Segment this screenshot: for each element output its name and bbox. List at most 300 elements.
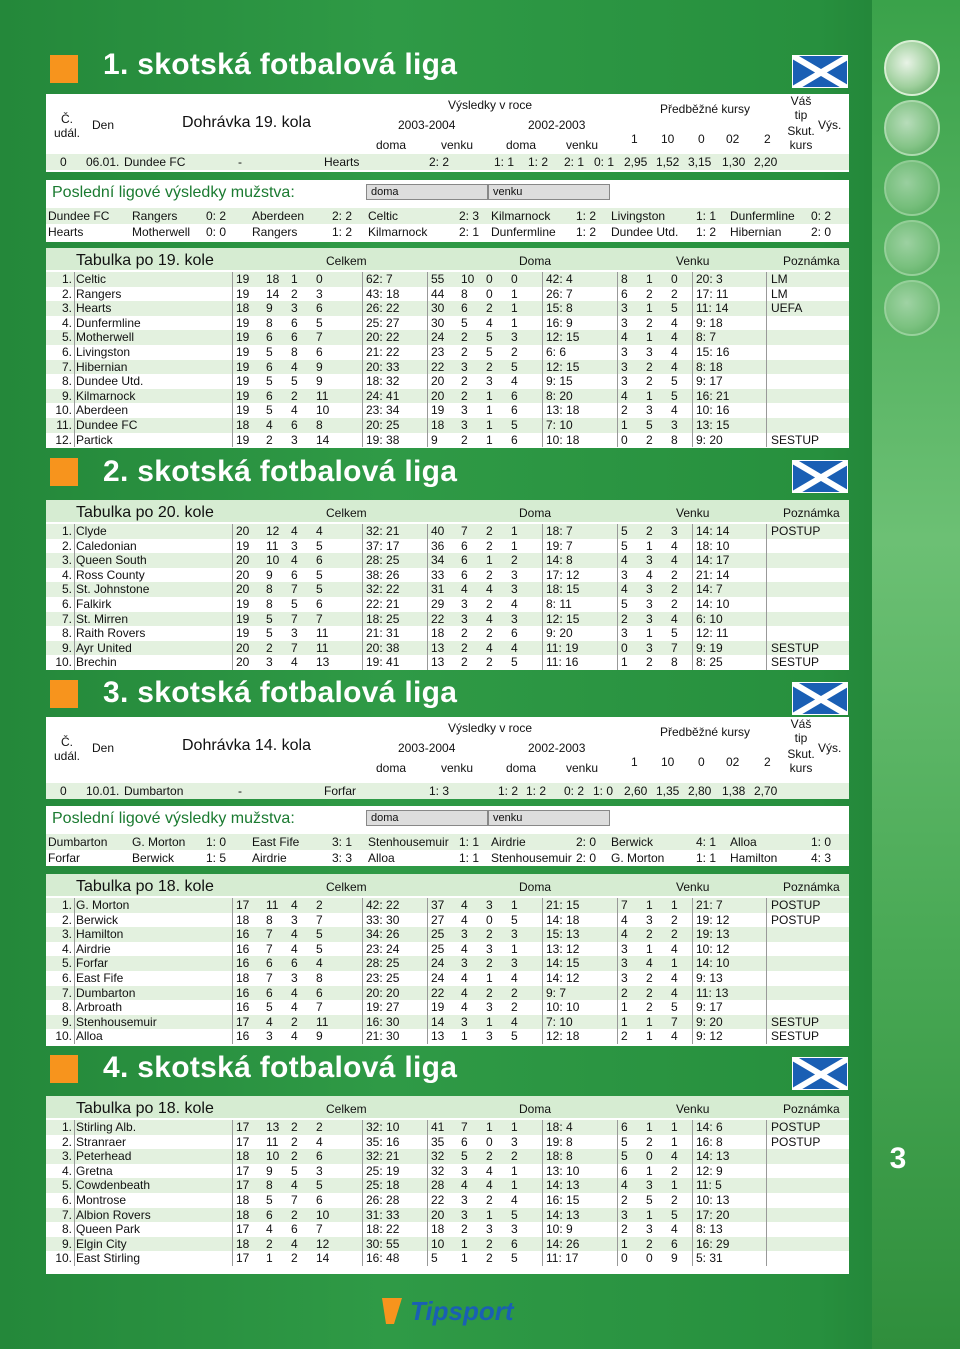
recent-cell: East Fife xyxy=(252,835,300,849)
table-cell: 6 xyxy=(316,597,323,611)
column-divider xyxy=(232,272,233,447)
table-cell: 10: 13 xyxy=(696,1193,730,1207)
table-cell: 1 xyxy=(461,1251,468,1266)
recent-cell: Celtic xyxy=(368,209,399,223)
recent-cell: 0: 0 xyxy=(206,225,227,239)
recent-cell: 4: 1 xyxy=(696,835,717,849)
table-cell: 7 xyxy=(461,1120,468,1134)
table-cell: 5 xyxy=(671,1000,678,1015)
table-cell: 2 xyxy=(461,432,468,447)
team-name: Raith Rovers xyxy=(76,626,146,641)
table-cell: 16: 8 xyxy=(696,1134,723,1149)
table-cell: 5 xyxy=(511,1029,518,1044)
table-cell: 3 xyxy=(486,1000,493,1015)
league-table xyxy=(46,248,849,448)
table-cell: 0 xyxy=(486,286,493,301)
table-cell: 2 xyxy=(291,1014,298,1029)
column-divider xyxy=(232,898,233,1044)
table-cell: 12: 11 xyxy=(696,626,729,641)
table-cell: 4 xyxy=(671,941,678,956)
column-divider xyxy=(232,524,233,670)
table-row xyxy=(46,1237,849,1252)
table-cell: 4 xyxy=(671,1149,678,1164)
table-cell: 7. xyxy=(61,611,72,626)
table-cell: 7 xyxy=(266,927,273,942)
table-cell: 12. xyxy=(55,432,72,447)
table-cell: 16 xyxy=(236,1000,250,1015)
table-cell: 4 xyxy=(511,1193,518,1207)
table-cell: 17 xyxy=(236,1251,250,1266)
table-cell: 7 xyxy=(316,1000,323,1015)
team-name: Brechin xyxy=(76,655,117,670)
table-cell: 4 xyxy=(291,359,298,374)
header-celkem: Celkem xyxy=(326,254,367,268)
table-cell: 4 xyxy=(291,1236,298,1251)
table-cell: 18 xyxy=(236,1193,250,1207)
table-cell: 1 xyxy=(486,971,493,985)
table-cell: 23: 25 xyxy=(366,971,400,985)
team-name: G. Morton xyxy=(76,898,130,912)
table-cell: 35 xyxy=(431,1134,445,1149)
table-cell: 3. xyxy=(61,1149,72,1164)
scotland-flag-icon xyxy=(792,1057,848,1090)
table-cell: 5 xyxy=(316,538,323,553)
team-name: Ross County xyxy=(76,567,145,582)
table-cell: 4 xyxy=(316,1134,323,1149)
team-name: Albion Rovers xyxy=(76,1207,151,1222)
table-cell: 6. xyxy=(61,597,72,611)
table-cell: 1 xyxy=(461,1236,468,1251)
table-cell: 3 xyxy=(646,640,653,655)
team-name: Stranraer xyxy=(76,1134,127,1149)
recent-cell: 1: 2 xyxy=(576,225,597,239)
table-cell: 5 xyxy=(316,315,323,330)
table-cell: 42: 22 xyxy=(366,898,400,912)
table-cell: 3 xyxy=(511,927,518,942)
table-cell: 10: 12 xyxy=(696,941,730,956)
table-cell: 6 xyxy=(671,1236,678,1251)
table-cell: 20 xyxy=(236,567,250,582)
table-cell: 4 xyxy=(511,640,518,655)
table-cell: 2 xyxy=(461,374,468,389)
column-divider xyxy=(74,1120,75,1266)
column-divider xyxy=(766,1120,767,1266)
table-cell: 19 xyxy=(236,388,250,403)
table-cell: 12: 15 xyxy=(546,330,580,345)
table-cell: 9. xyxy=(61,1236,72,1251)
table-cell: 16: 15 xyxy=(546,1193,580,1207)
table-cell: 5 xyxy=(291,597,298,611)
orange-marker xyxy=(50,1055,78,1083)
team-name: St. Johnstone xyxy=(76,582,150,597)
table-cell: 4. xyxy=(61,315,72,330)
table-cell: 1 xyxy=(671,898,678,912)
table-cell: 6 xyxy=(621,1120,628,1134)
table-cell: 11: 19 xyxy=(546,640,579,655)
table-cell: 7 xyxy=(316,611,323,626)
recent-cell: Berwick xyxy=(132,851,175,865)
football-icon xyxy=(884,280,940,336)
match-date: 06.01. xyxy=(86,155,120,169)
table-row xyxy=(46,612,849,627)
table-cell: 10: 18 xyxy=(546,432,580,447)
kurs-label: 0 xyxy=(698,132,705,146)
table-cell: 16: 21 xyxy=(696,388,730,403)
table-cell: 6 xyxy=(316,1193,323,1207)
table-cell: 4 xyxy=(291,927,298,942)
table-cell: 10 xyxy=(461,272,475,286)
table-cell: 1 xyxy=(646,330,653,345)
table-cell: 4 xyxy=(646,956,653,971)
table-cell: 1 xyxy=(671,1178,678,1193)
table-cell: 19 xyxy=(236,432,250,447)
table-cell: 8: 25 xyxy=(696,655,723,670)
recent-cell: 1: 2 xyxy=(696,225,717,239)
table-cell: 18: 7 xyxy=(546,524,573,538)
table-cell: 1 xyxy=(646,1029,653,1044)
table-cell: 3 xyxy=(291,301,298,316)
table-cell: 2 xyxy=(461,1222,468,1237)
table-cell: 24 xyxy=(431,330,445,345)
table-cell: POSTUP xyxy=(771,1134,821,1149)
table-row xyxy=(46,360,849,375)
result-value: 2: 2 xyxy=(429,155,450,169)
table-cell: 3 xyxy=(646,582,653,597)
venku-label: venku xyxy=(566,761,599,775)
table-cell: 3 xyxy=(266,1029,273,1044)
table-cell: 7: 10 xyxy=(546,418,573,432)
table-cell: 17 xyxy=(236,1178,250,1193)
table-cell: 5 xyxy=(266,611,273,626)
recent-cell: Motherwell xyxy=(132,225,191,239)
table-cell: 4 xyxy=(671,538,678,553)
table-cell: 4 xyxy=(461,912,468,927)
team-name: Dundee FC xyxy=(76,418,138,432)
recent-cell: Aberdeen xyxy=(252,209,305,223)
table-row xyxy=(46,1029,849,1044)
table-cell: 3 xyxy=(461,1014,468,1029)
table-cell: 23 xyxy=(431,345,445,359)
table-cell: 20 xyxy=(236,553,250,568)
table-cell: 7 xyxy=(621,898,628,912)
table-cell: 1 xyxy=(511,538,518,553)
odds-value: 2,70 xyxy=(754,784,778,798)
table-cell: 11: 5 xyxy=(696,1178,722,1193)
table-cell: 8: 11 xyxy=(546,597,572,611)
table-cell: 4 xyxy=(486,640,493,655)
table-cell: 3 xyxy=(291,912,298,927)
column-divider xyxy=(542,524,543,670)
table-cell: 20: 20 xyxy=(366,985,400,1000)
table-row xyxy=(46,1120,849,1135)
scotland-flag-icon xyxy=(792,682,848,715)
table-cell: 2 xyxy=(486,927,493,942)
table-cell: 6. xyxy=(61,971,72,985)
table-cell: 32: 10 xyxy=(366,1120,400,1134)
table-cell: 0 xyxy=(621,432,628,447)
table-cell: 3 xyxy=(316,1163,323,1178)
orange-marker xyxy=(50,458,78,486)
table-cell: 2 xyxy=(461,655,468,670)
table-cell: 16 xyxy=(236,1029,250,1044)
dohravka-label: Dohrávka 19. kola xyxy=(182,114,311,131)
table-cell: 18 xyxy=(431,1222,445,1237)
table-cell: LM xyxy=(771,272,788,286)
table-cell: 17: 11 xyxy=(696,286,729,301)
table-cell: 4 xyxy=(291,655,298,670)
table-cell: 14: 17 xyxy=(696,553,730,568)
recent-cell: 0: 2 xyxy=(811,209,832,223)
recent-cell: Dundee Utd. xyxy=(611,225,679,239)
table-cell: 4 xyxy=(486,315,493,330)
table-cell: 7 xyxy=(671,1014,678,1029)
table-row xyxy=(46,345,849,360)
result-value: 1: 0 xyxy=(593,784,614,798)
table-cell: 2 xyxy=(461,626,468,641)
table-cell: 6 xyxy=(511,388,518,403)
table-cell: POSTUP xyxy=(771,912,821,927)
home-team: Dumbarton xyxy=(124,784,184,798)
table-cell: 5 xyxy=(291,374,298,389)
team-name: Alloa xyxy=(76,1029,103,1044)
table-cell: 3 xyxy=(291,538,298,553)
table-cell: 10: 9 xyxy=(546,1222,573,1237)
team-name: Rangers xyxy=(76,286,122,301)
table-cell: 3 xyxy=(486,1029,493,1044)
table-cell: 5 xyxy=(646,1193,653,1207)
table-cell: 3 xyxy=(646,553,653,568)
table-cell: 2 xyxy=(316,1120,323,1134)
doma-box: doma xyxy=(366,184,488,200)
table-cell: 14: 8 xyxy=(546,553,573,568)
table-cell: 10: 16 xyxy=(696,403,730,418)
table-cell: 6 xyxy=(291,956,298,971)
table-row xyxy=(46,1208,849,1223)
table-cell: 6 xyxy=(511,432,518,447)
team-name: Celtic xyxy=(76,272,107,286)
team-name: East Stirling xyxy=(76,1251,141,1266)
table-cell: 2 xyxy=(646,315,653,330)
table-cell: 20 xyxy=(431,374,445,389)
table-cell: 2 xyxy=(621,611,628,626)
table-cell: 2 xyxy=(671,927,678,942)
table-cell: 3 xyxy=(511,330,518,345)
table-cell: 0 xyxy=(486,912,493,927)
team-name: Queen South xyxy=(76,553,147,568)
table-cell: 19 xyxy=(236,403,250,418)
table-row xyxy=(46,1000,849,1015)
table-cell: 6 xyxy=(316,1149,323,1164)
league-table xyxy=(46,500,849,670)
column-divider xyxy=(617,272,618,447)
table-cell: 19 xyxy=(236,345,250,359)
table-cell: 5 xyxy=(266,403,273,418)
team-name: Hibernian xyxy=(76,359,128,374)
table-cell: 1 xyxy=(646,272,653,286)
column-divider xyxy=(617,1120,618,1266)
result-value: 2: 1 xyxy=(564,155,585,169)
den-label: Den xyxy=(92,741,115,755)
table-row xyxy=(46,913,849,928)
table-cell: 0 xyxy=(646,1251,653,1266)
table-cell: 14: 10 xyxy=(696,956,730,971)
table-cell: 10. xyxy=(55,655,72,670)
match-dash: - xyxy=(238,155,242,169)
recent-cell: 2: 3 xyxy=(459,209,480,223)
table-cell: 1 xyxy=(486,432,493,447)
column-divider xyxy=(362,1120,363,1266)
table-cell: 17 xyxy=(236,1134,250,1149)
team-name: Gretna xyxy=(76,1163,113,1178)
team-name: Airdrie xyxy=(76,941,111,956)
table-cell: 5. xyxy=(61,956,72,971)
table-cell: 8 xyxy=(461,286,468,301)
table-cell: 33 xyxy=(431,567,445,582)
table-cell: 1. xyxy=(61,272,72,286)
team-name: Arbroath xyxy=(76,1000,123,1015)
table-cell: 22 xyxy=(431,611,445,626)
table-cell: 4 xyxy=(461,971,468,985)
table-cell: 5 xyxy=(621,538,628,553)
skut-kurs-label: Skut. kurs xyxy=(787,124,815,152)
table-cell: 1 xyxy=(646,1014,653,1029)
table-cell: 5 xyxy=(316,927,323,942)
table-cell: 11: 14 xyxy=(696,301,729,316)
header-poznamka: Poznámka xyxy=(783,506,840,520)
table-cell: 5 xyxy=(511,912,518,927)
table-row xyxy=(46,316,849,331)
table-cell: 3 xyxy=(621,345,628,359)
table-cell: 18 xyxy=(431,418,445,432)
table-cell: 1 xyxy=(646,388,653,403)
table-cell: 9 xyxy=(266,567,273,582)
table-cell: 4 xyxy=(621,582,628,597)
table-cell: 2 xyxy=(671,567,678,582)
table-cell: 11 xyxy=(316,626,329,641)
table-cell: 6 xyxy=(291,567,298,582)
table-row xyxy=(46,582,849,597)
table-cell: 3 xyxy=(266,655,273,670)
table-cell: 2 xyxy=(671,582,678,597)
table-cell: 30 xyxy=(431,315,445,330)
table-cell: 6 xyxy=(266,388,273,403)
header-venku: Venku xyxy=(676,506,710,520)
table-cell: 1. xyxy=(61,898,72,912)
table-cell: 6 xyxy=(621,286,628,301)
table-cell: 14: 10 xyxy=(696,597,730,611)
table-cell: 2 xyxy=(671,912,678,927)
table-cell: 4 xyxy=(621,330,628,345)
table-cell: 12: 15 xyxy=(546,611,580,626)
table-cell: 7. xyxy=(61,359,72,374)
table-cell: 19 xyxy=(236,272,250,286)
table-cell: 1 xyxy=(671,956,678,971)
team-name: Ayr United xyxy=(76,640,132,655)
table-cell: 2 xyxy=(511,985,518,1000)
table-cell: 4 xyxy=(671,345,678,359)
header-poznamka: Poznámka xyxy=(783,1102,840,1116)
table-cell: 2 xyxy=(291,1120,298,1134)
table-cell: 1 xyxy=(646,301,653,316)
team-name: Partick xyxy=(76,432,113,447)
table-cell: 4 xyxy=(486,1163,493,1178)
table-cell: 6 xyxy=(621,1163,628,1178)
table-row xyxy=(46,553,849,568)
table-cell: 4 xyxy=(316,524,323,538)
table-row xyxy=(46,301,849,316)
table-cell: 11 xyxy=(316,640,329,655)
column-divider xyxy=(692,898,693,1044)
section-title: 1. skotská fotbalová liga xyxy=(103,48,458,81)
table-cell: 14 xyxy=(431,1014,445,1029)
table-cell: 18: 8 xyxy=(546,1149,573,1164)
venku-label: venku xyxy=(566,138,599,152)
table-cell: 8 xyxy=(266,1178,273,1193)
match-number: 0 xyxy=(60,155,67,169)
table-cell: 8 xyxy=(621,272,628,286)
predbezne-label: Předběžné kursy xyxy=(660,725,751,739)
table-cell: 3 xyxy=(671,524,678,538)
table-cell: 3. xyxy=(61,301,72,316)
table-cell: 6 xyxy=(266,956,273,971)
table-cell: 2 xyxy=(646,1134,653,1149)
table-cell: 3 xyxy=(461,1193,468,1207)
table-cell: 4 xyxy=(646,567,653,582)
recent-row xyxy=(46,224,849,240)
table-cell: 5. xyxy=(61,1178,72,1193)
column-divider xyxy=(766,272,767,447)
table-cell: 1 xyxy=(511,301,518,316)
table-cell: SESTUP xyxy=(771,655,820,670)
recent-cell: Rangers xyxy=(132,209,178,223)
venku-label: venku xyxy=(441,138,474,152)
doma-label: doma xyxy=(506,138,537,152)
table-cell: 2 xyxy=(316,898,323,912)
table-cell: 1 xyxy=(511,898,518,912)
column-divider xyxy=(74,524,75,670)
table-cell: 2 xyxy=(646,374,653,389)
table-row xyxy=(46,1178,849,1193)
table-cell: 7 xyxy=(316,330,323,345)
table-cell: 18: 25 xyxy=(366,611,400,626)
table-cell: 3 xyxy=(486,374,493,389)
table-cell: 19: 38 xyxy=(366,432,400,447)
table-cell: 4 xyxy=(291,985,298,1000)
table-cell: 7. xyxy=(61,1207,72,1222)
team-name: Hamilton xyxy=(76,927,124,942)
header-poznamka: Poznámka xyxy=(783,880,840,894)
table-cell: 6 xyxy=(266,359,273,374)
table-row xyxy=(46,272,849,287)
table-cell: 32: 21 xyxy=(366,524,400,538)
table-cell: 8 xyxy=(316,418,323,432)
table-cell: 21: 22 xyxy=(366,345,400,359)
table-cell: 3 xyxy=(646,611,653,626)
year1-label: 2003-2004 xyxy=(398,741,456,755)
table-cell: 10. xyxy=(55,1251,72,1266)
table-cell: 2 xyxy=(486,985,493,1000)
table-cell: 0 xyxy=(511,272,518,286)
table-cell: 4 xyxy=(266,418,273,432)
tipsport-logo xyxy=(380,1290,520,1330)
recent-title: Poslední ligové výsledky mužstva: xyxy=(52,810,295,827)
recent-cell: 1: 2 xyxy=(332,225,353,239)
table-cell: 19 xyxy=(236,286,250,301)
table-cell: 19: 12 xyxy=(696,912,730,927)
table-cell: 3 xyxy=(486,941,493,956)
recent-cell: Airdrie xyxy=(252,851,287,865)
table-cell: 6 xyxy=(316,345,323,359)
